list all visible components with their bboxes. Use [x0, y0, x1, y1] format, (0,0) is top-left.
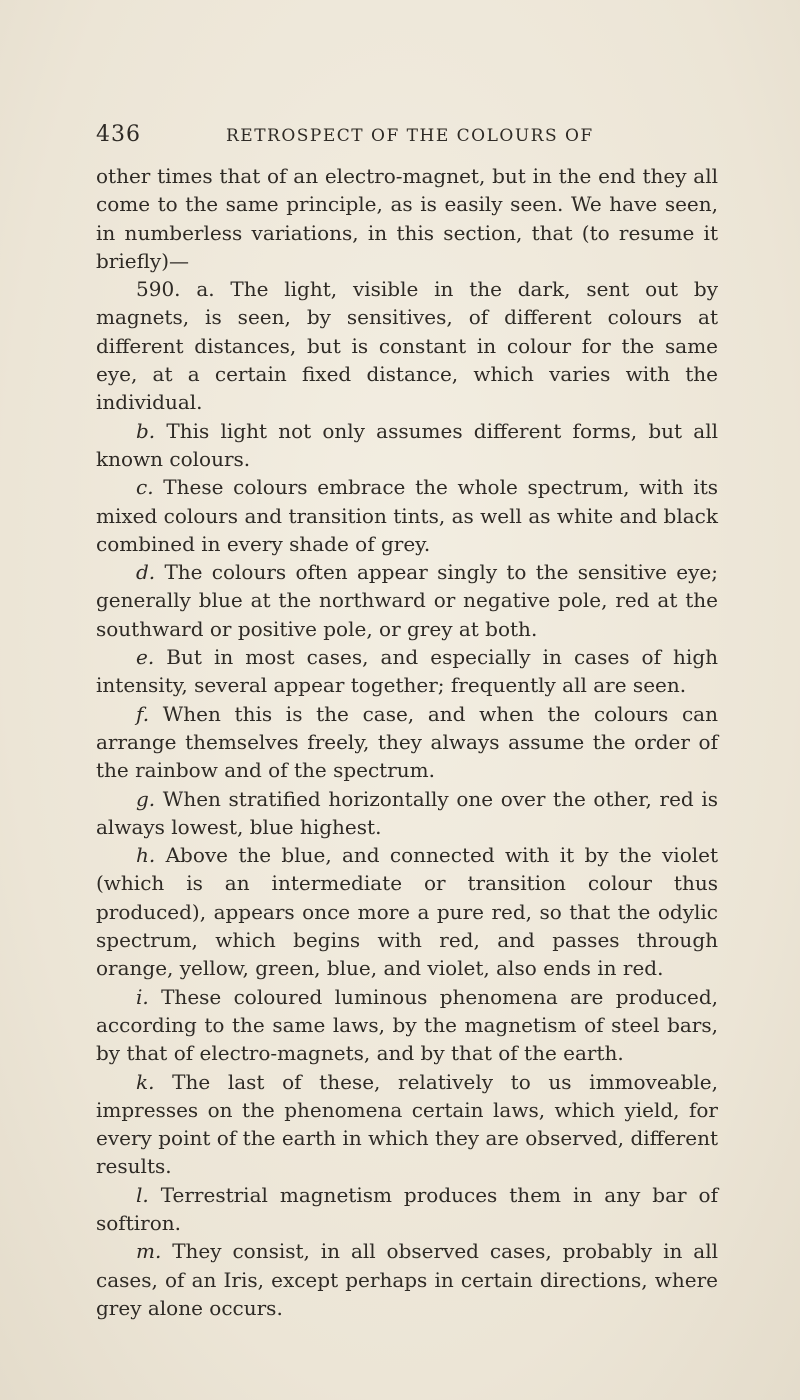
paragraph-label: i. [136, 984, 149, 1009]
page-number: 436 [96, 122, 141, 147]
paragraph-label: c. [136, 475, 154, 500]
paragraph-text: When stratified horizontally one over the other, red is always lowest, blue highest. [96, 786, 718, 839]
paragraph-g [96, 785, 718, 842]
paragraph-label: l. [136, 1182, 149, 1207]
running-head: RETROSPECT OF THE COLOURS OF [226, 126, 594, 146]
paragraph-590-a [96, 275, 718, 416]
page-header [96, 122, 726, 152]
paragraph-text: But in most cases, and especially in cases of high intensity, several appear together; frequently all are seen. [96, 645, 718, 698]
paragraph-m [96, 1237, 718, 1322]
paragraph-text: Terrestrial magnetism produces them in any bar of softiron. [96, 1182, 718, 1235]
paragraph-text: The last of these, relatively to us immoveable, impresses on the phenomena certain laws, which yield, for every point of the earth in which they are observed, different results. [96, 1069, 718, 1179]
paragraph-i [96, 983, 718, 1068]
paragraph-text: Above the blue, and connected with it by the violet (which is an intermediate or transition colour thus produced), appears once more a pure red, so that the odylic spectrum, which begins with red, and passes through orange, yellow, green, blue, and violet, also ends in red. [96, 843, 718, 981]
paragraph-l [96, 1181, 718, 1238]
paragraph-b [96, 417, 718, 474]
paragraph-text: These colours embrace the whole spectrum, with its mixed colours and transition tints, as well as white and black combined in every shade of grey. [96, 475, 718, 556]
paragraph-d [96, 558, 718, 643]
paragraph-label: g. [136, 786, 156, 811]
body-text [96, 162, 718, 1322]
paragraph-text: When this is the case, and when the colours can arrange themselves freely, they always assume the order of the rainbow and of the spectrum. [96, 701, 718, 783]
paragraph-label: b. [136, 418, 156, 443]
paragraph-label: h. [136, 843, 156, 868]
paragraph-text: 590. a. The light, visible in the dark, sent out by magnets, is seen, by sensitives, of different colours at different distances, but is constant in colour for the same eye, at a certain fixed distance, which varies with the individual. [96, 277, 718, 415]
paragraph-text: This light not only assumes different forms, but all known colours. [96, 418, 718, 471]
paragraph-label: m. [136, 1239, 162, 1264]
paragraph-label: e. [136, 645, 155, 670]
paragraph-c [96, 473, 718, 558]
paragraph-text: These coloured luminous phenomena are produced, according to the same laws, by the magnetism of steel bars, by that of electro-magnets, and by that of the earth. [96, 984, 718, 1066]
paragraph-h [96, 841, 718, 982]
paragraph-label: f. [136, 701, 150, 726]
paragraph-e [96, 643, 718, 700]
paragraph-label: k. [136, 1069, 155, 1094]
paragraph-continuation [96, 162, 718, 275]
paragraph-k [96, 1068, 718, 1181]
paragraph-text: The colours often appear singly to the sensitive eye; generally blue at the northward or negative pole, red at the southward or positive pole, or grey at both. [96, 560, 718, 641]
paragraph-f [96, 700, 718, 785]
paragraph-text: They consist, in all observed cases, probably in all cases, of an Iris, except perhaps in certain directions, where grey alone occurs. [96, 1239, 718, 1320]
paragraph-label: d. [136, 560, 156, 585]
paragraph-text: other times that of an electro-magnet, but in the end they all come to the same principle, as is easily seen. We have seen, in numberless variations, in this section, that (to resume it briefly)— [96, 164, 718, 273]
